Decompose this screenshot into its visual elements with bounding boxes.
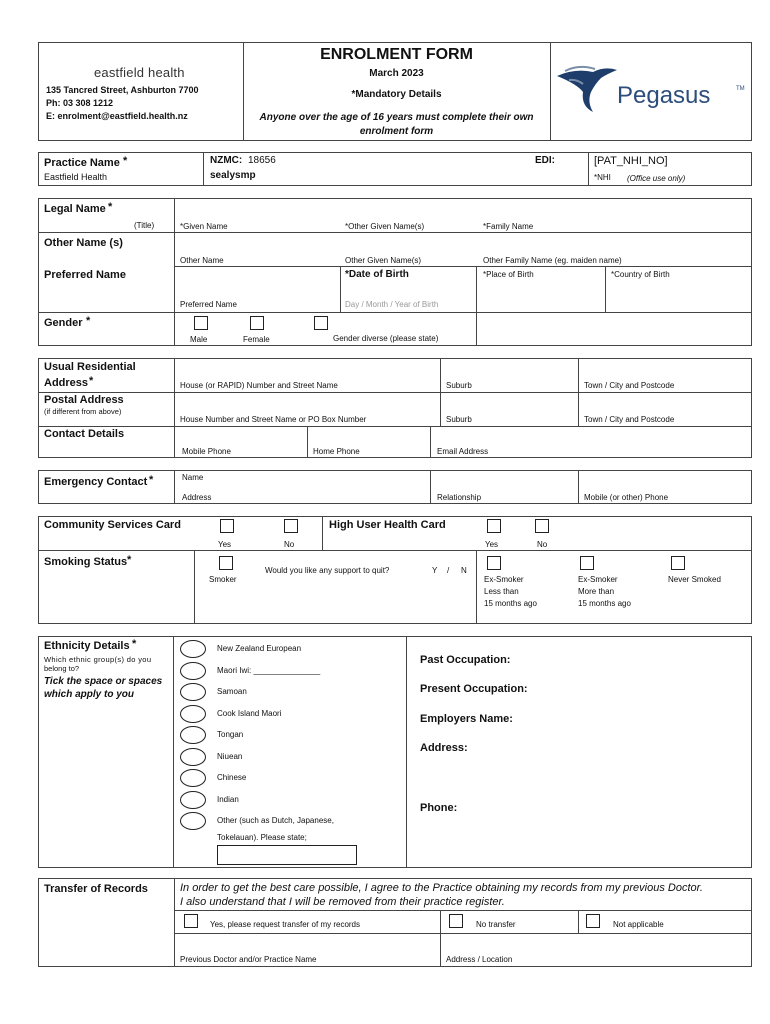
nzmc-label: NZMC: xyxy=(210,155,243,166)
divider xyxy=(173,636,174,868)
divider xyxy=(203,152,204,186)
ex-smoker-less-label: Less than xyxy=(484,587,519,596)
required-star: * xyxy=(127,554,132,566)
place-of-birth-field[interactable]: *Place of Birth xyxy=(483,270,534,279)
ex-smoker-more-label: 15 months ago xyxy=(578,599,631,608)
ethnicity-option-radio[interactable] xyxy=(180,705,206,723)
emergency-contact-label: Emergency Contact xyxy=(44,476,148,488)
gender-diverse-checkbox[interactable] xyxy=(314,316,328,330)
hu-no-checkbox[interactable] xyxy=(535,519,549,533)
required-star: * xyxy=(123,155,128,167)
org-phone: Ph: 03 308 1212 xyxy=(46,98,114,108)
divider xyxy=(38,312,752,313)
pegasus-logo-icon xyxy=(555,62,625,114)
ex-smoker-less-checkbox[interactable] xyxy=(487,556,501,570)
ethnicity-option-radio[interactable] xyxy=(180,748,206,766)
suburb-field[interactable]: Suburb xyxy=(446,381,472,390)
postal-address-label: Postal Address xyxy=(44,394,124,406)
employer-address-label: Address: xyxy=(420,742,468,754)
ethnicity-option-label: Niuean xyxy=(217,752,243,761)
title-field[interactable]: (Title) xyxy=(134,221,155,230)
legal-name-label: Legal Name xyxy=(44,203,106,215)
ethnicity-option-radio[interactable] xyxy=(180,791,206,809)
divider xyxy=(550,42,551,141)
present-occupation-label: Present Occupation: xyxy=(420,683,528,695)
emergency-relationship-field[interactable]: Relationship xyxy=(437,493,482,502)
divider xyxy=(322,516,323,550)
preferred-name-field[interactable]: Preferred Name xyxy=(180,300,237,309)
transfer-yes-checkbox[interactable] xyxy=(184,914,198,928)
never-smoked-label: Never Smoked xyxy=(668,575,721,584)
ethnicity-option-label: Indian xyxy=(217,795,239,804)
no-transfer-label: No transfer xyxy=(476,920,516,929)
home-phone-field[interactable]: Home Phone xyxy=(313,447,360,456)
employer-phone-label: Phone: xyxy=(420,802,458,814)
ethnicity-option-label: Cook Island Maori xyxy=(217,709,282,718)
high-user-card-label: High User Health Card xyxy=(329,519,446,531)
divider xyxy=(174,358,175,458)
given-name-field[interactable]: *Given Name xyxy=(180,222,228,231)
divider xyxy=(430,426,431,458)
mandatory-note: *Mandatory Details xyxy=(351,89,442,100)
ethnicity-instruction: Tick the space or spaces xyxy=(44,676,163,687)
ethnicity-option-label: New Zealand European xyxy=(217,644,302,653)
divider xyxy=(340,266,341,312)
preferred-name-label: Preferred Name xyxy=(44,269,126,281)
transfer-consent-text: In order to get the best care possible, I agree to the Practice obtaining my records from my previous Doctor. xyxy=(180,882,703,894)
nhi-label: *NHI xyxy=(594,173,611,182)
house-field[interactable]: House (or RAPID) Number and Street Name xyxy=(180,381,338,390)
country-of-birth-field[interactable]: *Country of Birth xyxy=(611,270,670,279)
transfer-consent-text: I also understand that I will be removed from their practice register. xyxy=(180,896,505,908)
transfer-yes-label: Yes, please request transfer of my records xyxy=(210,920,360,929)
ethnicity-option-radio[interactable] xyxy=(180,662,206,680)
quit-yes-option[interactable]: Y xyxy=(432,566,438,575)
community-services-card-label: Community Services Card xyxy=(44,519,181,531)
employer-name-label: Employers Name: xyxy=(420,713,513,725)
no-transfer-checkbox[interactable] xyxy=(449,914,463,928)
divider xyxy=(578,358,579,426)
pegasus-logo-text: Pegasus xyxy=(617,82,711,109)
divider xyxy=(476,550,477,624)
required-star: * xyxy=(86,315,91,327)
ethnicity-option-radio[interactable] xyxy=(180,726,206,744)
mobile-phone-field[interactable]: Mobile Phone xyxy=(182,447,231,456)
divider xyxy=(174,933,752,934)
other-given-names-field[interactable]: *Other Given Name(s) xyxy=(345,222,425,231)
divider xyxy=(38,392,752,393)
male-label: Male xyxy=(190,335,208,344)
ethnicity-option-label: Maori Iwi: _______________ xyxy=(217,666,321,675)
previous-doctor-field[interactable]: Previous Doctor and/or Practice Name xyxy=(180,955,317,964)
ethnicity-question: Which ethnic group(s) do you xyxy=(44,655,152,664)
quit-support-question: Would you like any support to quit? xyxy=(265,566,390,575)
divider xyxy=(38,550,752,551)
divider xyxy=(174,470,175,504)
form-date: March 2023 xyxy=(369,68,424,79)
ethnicity-label: Ethnicity Details xyxy=(44,640,130,652)
age-note: Anyone over the age of 16 years must complete their own enrolment form xyxy=(259,112,534,137)
nhi-office-note: (Office use only) xyxy=(627,174,686,183)
ethnicity-box xyxy=(38,636,752,868)
divider xyxy=(476,266,477,346)
quit-no-option[interactable]: N xyxy=(461,566,467,575)
town-field[interactable]: Town / City and Postcode xyxy=(584,381,675,390)
other-names-label: Other Name (s) xyxy=(44,237,123,249)
dob-field[interactable]: Day / Month / Year of Birth xyxy=(345,300,439,309)
postal-suburb-field[interactable]: Suburb xyxy=(446,415,472,424)
ethnicity-instruction: which apply to you xyxy=(44,689,135,700)
ethnicity-option-radio[interactable] xyxy=(180,640,206,658)
form-title: ENROLMENT FORM xyxy=(320,46,473,63)
ex-smoker-less-label: Ex-Smoker xyxy=(484,575,524,584)
female-label: Female xyxy=(243,335,270,344)
ethnicity-option-label: Chinese xyxy=(217,773,247,782)
smoker-checkbox[interactable] xyxy=(219,556,233,570)
edi-label: EDI: xyxy=(535,155,555,166)
female-checkbox[interactable] xyxy=(250,316,264,330)
org-logo-text: eastfield health xyxy=(94,65,185,80)
divider xyxy=(194,550,195,624)
practice-user: sealysmp xyxy=(210,170,256,181)
ethnicity-option-label: Other (such as Dutch, Japanese, xyxy=(217,816,334,825)
gender-label: Gender xyxy=(44,317,83,329)
not-applicable-label: Not applicable xyxy=(613,920,664,929)
practice-name-value: Eastfield Health xyxy=(44,172,108,182)
cards-box xyxy=(38,516,752,624)
quit-slash: / xyxy=(447,566,450,575)
transfer-records-label: Transfer of Records xyxy=(44,883,148,895)
previous-doctor-address-field[interactable]: Address / Location xyxy=(446,955,513,964)
pegasus-trademark: TM xyxy=(736,86,745,92)
required-star: * xyxy=(89,375,94,387)
csc-no-label: No xyxy=(284,540,295,549)
dob-label: *Date of Birth xyxy=(345,269,409,280)
past-occupation-label: Past Occupation: xyxy=(420,654,511,666)
emergency-name-field[interactable]: Name xyxy=(182,473,204,482)
divider xyxy=(174,198,175,346)
contact-details-label: Contact Details xyxy=(44,428,125,440)
divider xyxy=(588,152,589,186)
ethnicity-option-radio[interactable] xyxy=(180,683,206,701)
ethnicity-option-label: Samoan xyxy=(217,687,247,696)
divider xyxy=(605,266,606,312)
other-given-names2-field[interactable]: Other Given Name(s) xyxy=(345,256,422,265)
hu-yes-checkbox[interactable] xyxy=(487,519,501,533)
male-checkbox[interactable] xyxy=(194,316,208,330)
postal-town-field[interactable]: Town / City and Postcode xyxy=(584,415,675,424)
hu-yes-label: Yes xyxy=(485,540,499,549)
emergency-address-field[interactable]: Address xyxy=(182,493,212,502)
ethnicity-option-label: Tongan xyxy=(217,730,244,739)
ethnicity-option-radio[interactable] xyxy=(180,812,206,830)
required-star: * xyxy=(108,201,113,213)
other-family-name-field[interactable]: Other Family Name (eg. maiden name) xyxy=(483,256,622,265)
hu-no-label: No xyxy=(537,540,548,549)
divider xyxy=(430,470,431,504)
postal-address-note: (if different from above) xyxy=(44,407,122,416)
family-name-field[interactable]: *Family Name xyxy=(483,222,534,231)
divider xyxy=(307,426,308,458)
ex-smoker-more-label: Ex-Smoker xyxy=(578,575,618,584)
csc-no-checkbox[interactable] xyxy=(284,519,298,533)
divider xyxy=(174,910,752,911)
ethnicity-other-input[interactable] xyxy=(217,845,357,865)
divider xyxy=(440,910,441,967)
divider xyxy=(38,232,752,233)
csc-yes-label: Yes xyxy=(218,540,232,549)
nhi-value[interactable]: [PAT_NHI_NO] xyxy=(594,155,668,167)
gender-diverse-label: Gender diverse (please state) xyxy=(333,334,439,343)
nzmc-value: 18656 xyxy=(248,155,276,166)
smoker-label: Smoker xyxy=(209,575,237,584)
divider xyxy=(578,910,579,933)
never-smoked-checkbox[interactable] xyxy=(671,556,685,570)
address-box xyxy=(38,358,752,458)
ex-smoker-less-label: 15 months ago xyxy=(484,599,537,608)
csc-yes-checkbox[interactable] xyxy=(220,519,234,533)
ethnicity-question: belong to? xyxy=(44,664,80,673)
ex-smoker-more-checkbox[interactable] xyxy=(580,556,594,570)
smoking-status-label: Smoking Status xyxy=(44,556,128,568)
required-star: * xyxy=(132,638,137,650)
practice-name-label: Practice Name xyxy=(44,157,120,169)
required-star: * xyxy=(149,474,154,486)
emergency-mobile-field[interactable]: Mobile (or other) Phone xyxy=(584,493,669,502)
usual-address-label: Usual Residential xyxy=(44,361,136,373)
divider xyxy=(174,266,752,267)
ex-smoker-more-label: More than xyxy=(578,587,615,596)
divider xyxy=(440,358,441,426)
ethnicity-option-radio[interactable] xyxy=(180,769,206,787)
not-applicable-checkbox[interactable] xyxy=(586,914,600,928)
org-address: 135 Tancred Street, Ashburton 7700 xyxy=(46,85,199,95)
divider xyxy=(174,878,175,967)
postal-house-field[interactable]: House Number and Street Name or PO Box Number xyxy=(180,415,367,424)
ethnicity-other-label: Tokelauan). Please state; xyxy=(217,833,307,842)
divider xyxy=(406,636,407,868)
other-name-field[interactable]: Other Name xyxy=(180,256,224,265)
org-email: E: enrolment@eastfield.health.nz xyxy=(46,111,188,121)
email-field[interactable]: Email Address xyxy=(437,447,489,456)
divider xyxy=(578,470,579,504)
divider xyxy=(38,426,752,427)
usual-address-label: Address xyxy=(44,377,89,389)
